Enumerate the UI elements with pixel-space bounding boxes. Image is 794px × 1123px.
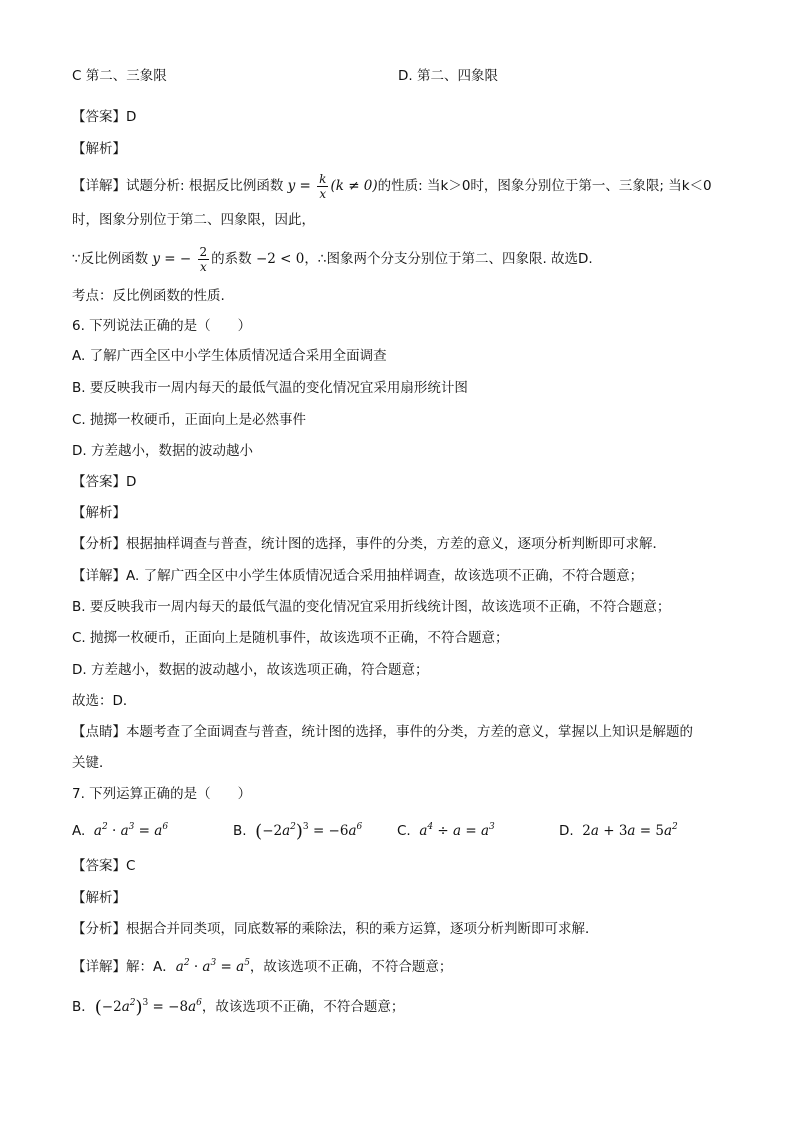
q5-option-d: D. 第二、四象限: [398, 68, 498, 84]
q6-analysis-label: 【解析】: [72, 505, 126, 521]
q6-detail-c: C. 抛掷一枚硬币，正面向上是随机事件，故该选项不正确，不符合题意；: [72, 630, 509, 646]
q5-analysis-label: 【解析】: [72, 141, 126, 157]
q7-fenxi: 【分析】根据合并同类项，同底数幂的乘除法，积的乘方运算，逐项分析判断即可求解．: [72, 921, 599, 937]
q6-dianjing-line2: 关键．: [72, 755, 113, 771]
q6-detail-b: B. 要反映我市一周内每天的最低气温的变化情况宜采用折线统计图，故该选项不正确，不符合题意；: [72, 599, 671, 615]
q7-detail-a: 【详解】解：A．$a^2 \cdot a^3 = a^5$，故该选项不正确，不符合题意；: [72, 958, 453, 975]
q5-kaodian: 考点：反比例函数的性质.: [72, 288, 225, 304]
q5-option-c: C 第二、三象限: [72, 68, 167, 84]
q5-option-row: [72, 66, 734, 86]
q7-options-row: [72, 818, 734, 844]
q7-answer: 【答案】C: [72, 858, 136, 874]
q6-option-c: C. 抛掷一枚硬币，正面向上是必然事件: [72, 412, 307, 428]
q6-option-d: D. 方差越小，数据的波动越小: [72, 443, 253, 459]
q6-fenxi: 【分析】根据抽样调查与普查，统计图的选择，事件的分类，方差的意义，逐项分析判断即可求解．: [72, 536, 666, 552]
q7-option-c: C. $a^4 \div a = a^3$: [397, 822, 495, 839]
q7-analysis-label: 【解析】: [72, 890, 126, 906]
q7-option-a: A. $a^2 \cdot a^3 = a^6$: [72, 822, 169, 839]
q7-stem: 7. 下列运算正确的是（ ）: [72, 786, 252, 802]
q6-conclusion: 故选：D．: [72, 693, 137, 709]
q6-dianjing-line1: 【点睛】本题考查了全面调查与普查，统计图的选择，事件的分类，方差的意义，掌握以上知识是解题的: [72, 724, 693, 740]
q6-detail-d: D. 方差越小，数据的波动越小，故该选项正确，符合题意；: [72, 662, 429, 678]
q6-option-b: B. 要反映我市一周内每天的最低气温的变化情况宜采用扇形统计图: [72, 380, 468, 396]
q5-detail-line2: 时，图象分别位于第二、四象限，因此，: [72, 212, 315, 228]
fraction-2-over-x: $\frac{2}{x}$: [199, 244, 208, 274]
q5-detail-line1: 【详解】试题分析: 根据反比例函数 y = $\frac{k}{x}$ (k ≠ 0)的性质: 当k＞0时，图象分别位于第一、三象限; 当k＜0: [72, 171, 712, 201]
q7-option-d: D. $2a + 3a = 5a^2$: [559, 822, 678, 839]
q5-answer: 【答案】D: [72, 109, 137, 125]
q5-since-line: ∵反比例函数 y = − $\frac{2}{x}$ 的系数 −2 < 0，∴图象两个分支分别位于第二、四象限. 故选D.: [72, 244, 593, 274]
q6-stem: 6. 下列说法正确的是（ ）: [72, 318, 252, 334]
fraction-k-over-x: $\frac{k}{x}$: [319, 171, 327, 201]
q7-detail-b: B．$(-2a^2)^3 = -8a^6$，故该选项不正确，不符合题意；: [72, 997, 405, 1018]
q6-detail-a: 【详解】A. 了解广西全区中小学生体质情况适合采用抽样调查，故该选项不正确，不符合题意；: [72, 568, 644, 584]
q6-option-a: A. 了解广西全区中小学生体质情况适合采用全面调查: [72, 348, 387, 364]
q6-answer: 【答案】D: [72, 474, 137, 490]
q7-option-b: B. $(-2a^2)^3 = -6a^6$: [233, 821, 363, 842]
